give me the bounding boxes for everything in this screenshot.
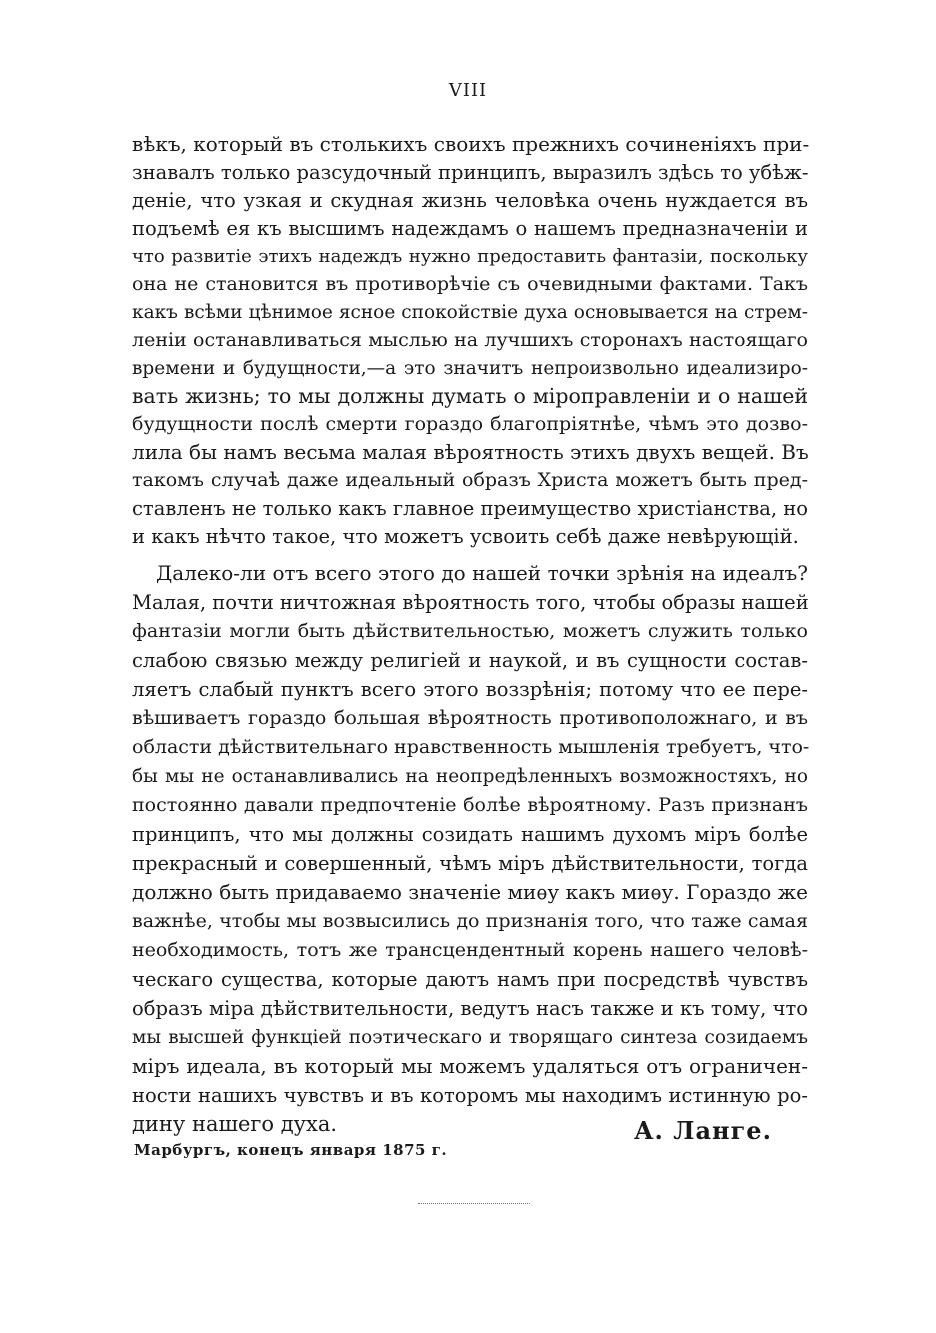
text-line: прекрасный и совершенный, чѣмъ міръ дѣйствительности, тогда — [132, 852, 808, 875]
place-date: Марбургъ, конецъ января 1875 г. — [134, 1141, 448, 1159]
text-line: Малая, почти ничтожная вѣроятность того, чтобы образы нашей — [132, 591, 809, 614]
text-line: вать жизнь; то мы должны думать о міроправленіи и о нашей — [132, 384, 808, 408]
text-line: лила бы намъ весьма малая вѣроятность этихъ двухъ вещей. Въ — [132, 440, 809, 464]
text-line: ности нашихъ чувствъ и въ которомъ мы находимъ истинную ро- — [132, 1084, 808, 1107]
author-signature: А. Ланге. — [634, 1116, 772, 1145]
text-line: слабою связью между религіей и наукой, и въ сущности состав- — [132, 649, 808, 672]
text-line: важнѣе, чтобы мы возвысились до признанія того, что таже самая — [132, 910, 808, 932]
text-line: бы мы не останавливались на неопредѣленныхъ возможностяхъ, но — [132, 766, 808, 787]
text-line: фантазіи могли быть дѣйствительностью, можетъ служить только — [132, 620, 808, 642]
text-line: ляетъ слабый пунктъ всего этого воззрѣнія; потому что ее пере- — [132, 678, 808, 701]
text-line: такомъ случаѣ даже идеальный образъ Христа можетъ быть пред- — [132, 469, 808, 491]
end-rule-divider — [418, 1203, 530, 1204]
text-line: принципъ, что мы должны созидать нашимъ духомъ міръ болѣе — [132, 823, 808, 846]
text-line: подъемѣ ея къ высшимъ надеждамъ о нашемъ предназначеніи и — [132, 217, 808, 240]
text-line: вѣкъ, который въ столькихъ своихъ прежнихъ сочиненіяхъ при- — [132, 132, 810, 156]
text-line: вѣшиваетъ гораздо большая вѣроятность противоположнаго, и въ — [132, 707, 808, 729]
text-line: что развитіе этихъ надеждъ нужно предоставить фантазіи, поскольку — [132, 246, 808, 267]
text-line: знавалъ только разсудочный принципъ, выразилъ здѣсь то убѣж- — [132, 161, 809, 184]
text-line: времени и будущности,—а это значитъ непроизвольно идеализиро- — [132, 358, 808, 379]
page-number: VIII — [448, 80, 488, 101]
text-line: образъ міра дѣйствительности, ведутъ насъ также и къ тому, что — [132, 997, 808, 1020]
text-line: и какъ нѣчто такое, что можетъ усвоить себѣ даже невѣрующій. — [132, 525, 799, 548]
text-line: она не становится въ противорѣчіе съ очевидными фактами. Такъ — [132, 273, 808, 295]
text-line: постоянно давали предпочтеніе болѣе вѣроятному. Разъ признанъ — [132, 794, 808, 816]
text-line: ческаго существа, которые даютъ намъ при посредствѣ чувствъ — [132, 968, 808, 991]
text-line: міръ идеала, въ который мы можемъ удаляться отъ ограничен- — [132, 1054, 808, 1078]
text-line: мы высшей функціей поэтическаго и творящаго синтеза созидаемъ — [132, 1027, 808, 1048]
text-line: леніи останавливаться мыслью на лучшихъ сторонахъ настоящаго — [132, 329, 808, 351]
text-line: должно быть придаваемо значеніе миѳу какъ миѳу. Гораздо же — [132, 880, 808, 904]
text-line: дину нашего духа. — [132, 1112, 338, 1136]
text-line: необходимость, тотъ же трансцендентный корень нашего человѣ- — [132, 939, 808, 961]
text-line: какъ всѣми цѣнимое ясное спокойствіе духа основывается на стрем- — [132, 302, 808, 323]
text-line: Далеко-ли отъ всего этого до нашей точки зрѣнія на идеалъ? — [156, 561, 808, 585]
text-line: деніе, что узкая и скудная жизнь человѣка очень нуждается въ — [132, 189, 808, 212]
text-line: области дѣйствительнаго нравственность мышленія требуетъ, что- — [132, 736, 810, 758]
text-line: ставленъ не только какъ главное преимущество христіанства, но — [132, 497, 808, 520]
text-line: будущности послѣ смерти гораздо благопріятнѣе, чѣмъ это дозво- — [132, 413, 808, 435]
